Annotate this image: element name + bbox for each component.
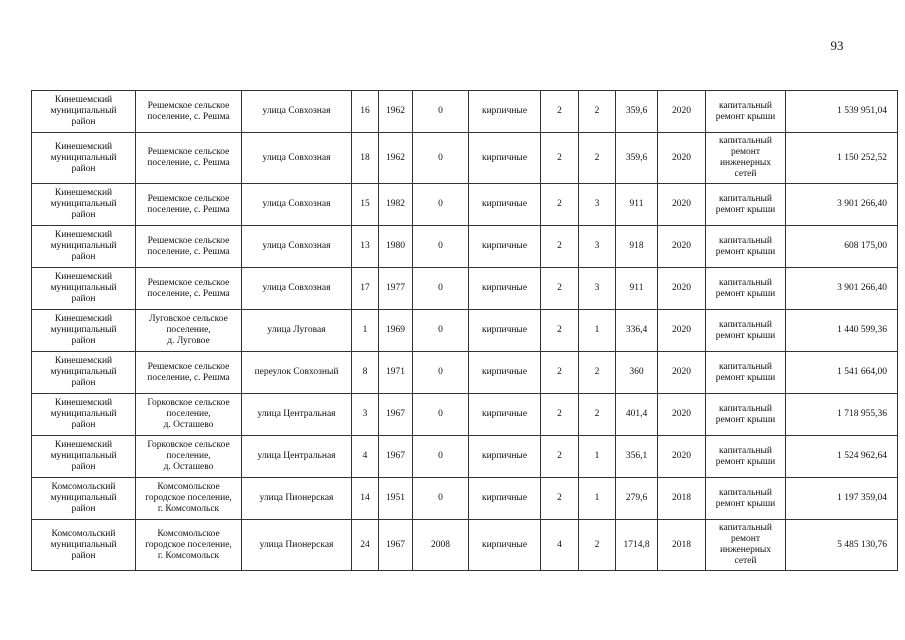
cell-wall-material: кирпичные bbox=[469, 436, 541, 478]
cell-renovation-year: 0 bbox=[413, 184, 469, 226]
cell-repair-type: капитальный ремонт крыши bbox=[706, 478, 786, 520]
cell-build-year: 1962 bbox=[379, 91, 413, 133]
cell-street: улица Совхозная bbox=[242, 184, 352, 226]
cell-wall-material: кирпичные bbox=[469, 352, 541, 394]
cell-municipal-district: Кинешемский муниципальный район bbox=[32, 436, 136, 478]
cell-municipal-district: Кинешемский муниципальный район bbox=[32, 268, 136, 310]
cell-repair-cost: 1 524 962,64 bbox=[786, 436, 898, 478]
cell-renovation-year: 0 bbox=[413, 394, 469, 436]
cell-wall-material: кирпичные bbox=[469, 520, 541, 571]
cell-house-number: 24 bbox=[352, 520, 379, 571]
cell-wall-material: кирпичные bbox=[469, 91, 541, 133]
cell-settlement: Луговское сельское поселение, д. Луговое bbox=[136, 310, 242, 352]
cell-settlement: Решемское сельское поселение, с. Решма bbox=[136, 352, 242, 394]
cell-wall-material: кирпичные bbox=[469, 268, 541, 310]
cell-renovation-year: 0 bbox=[413, 91, 469, 133]
cell-area: 359,6 bbox=[616, 133, 658, 184]
cell-repair-year: 2018 bbox=[658, 520, 706, 571]
cell-wall-material: кирпичные bbox=[469, 310, 541, 352]
cell-repair-type: капитальный ремонт крыши bbox=[706, 226, 786, 268]
table-row bbox=[32, 352, 898, 394]
cell-build-year: 1967 bbox=[379, 394, 413, 436]
cell-repair-cost: 3 901 266,40 bbox=[786, 268, 898, 310]
cell-area: 356,1 bbox=[616, 436, 658, 478]
cell-build-year: 1971 bbox=[379, 352, 413, 394]
cell-renovation-year: 0 bbox=[413, 478, 469, 520]
cell-build-year: 1969 bbox=[379, 310, 413, 352]
cell-wall-material: кирпичные bbox=[469, 478, 541, 520]
cell-house-number: 3 bbox=[352, 394, 379, 436]
cell-street: улица Совхозная bbox=[242, 91, 352, 133]
cell-repair-type: капитальный ремонт крыши bbox=[706, 184, 786, 226]
cell-municipal-district: Комсомольский муниципальный район bbox=[32, 478, 136, 520]
cell-area: 918 bbox=[616, 226, 658, 268]
cell-wall-material: кирпичные bbox=[469, 133, 541, 184]
cell-street: улица Центральная bbox=[242, 394, 352, 436]
cell-municipal-district: Кинешемский муниципальный район bbox=[32, 352, 136, 394]
cell-house-number: 14 bbox=[352, 478, 379, 520]
cell-repair-year: 2020 bbox=[658, 436, 706, 478]
cell-street: улица Совхозная bbox=[242, 226, 352, 268]
cell-floors: 2 bbox=[541, 436, 579, 478]
cell-area: 911 bbox=[616, 268, 658, 310]
cell-street: переулок Совхозный bbox=[242, 352, 352, 394]
housing-repair-table bbox=[31, 90, 898, 571]
cell-wall-material: кирпичные bbox=[469, 226, 541, 268]
cell-repair-cost: 1 150 252,52 bbox=[786, 133, 898, 184]
cell-repair-type: капитальный ремонт крыши bbox=[706, 268, 786, 310]
cell-house-number: 15 bbox=[352, 184, 379, 226]
cell-floors: 2 bbox=[541, 184, 579, 226]
cell-area: 911 bbox=[616, 184, 658, 226]
cell-repair-year: 2020 bbox=[658, 133, 706, 184]
cell-settlement: Решемское сельское поселение, с. Решма bbox=[136, 226, 242, 268]
cell-renovation-year: 0 bbox=[413, 133, 469, 184]
cell-floors: 2 bbox=[541, 310, 579, 352]
cell-municipal-district: Кинешемский муниципальный район bbox=[32, 184, 136, 226]
cell-repair-cost: 3 901 266,40 bbox=[786, 184, 898, 226]
table-row bbox=[32, 226, 898, 268]
cell-settlement: Горковское сельское поселение, д. Осташево bbox=[136, 436, 242, 478]
table-row bbox=[32, 394, 898, 436]
cell-repair-cost: 1 197 359,04 bbox=[786, 478, 898, 520]
cell-floors: 2 bbox=[541, 352, 579, 394]
cell-build-year: 1967 bbox=[379, 520, 413, 571]
table-body bbox=[32, 91, 898, 571]
cell-entrances: 2 bbox=[579, 394, 616, 436]
cell-repair-cost: 1 541 664,00 bbox=[786, 352, 898, 394]
cell-repair-cost: 1 718 955,36 bbox=[786, 394, 898, 436]
cell-repair-year: 2018 bbox=[658, 478, 706, 520]
table-row bbox=[32, 133, 898, 184]
cell-municipal-district: Кинешемский муниципальный район bbox=[32, 133, 136, 184]
cell-settlement: Комсомольское городское поселение, г. Комсомольск bbox=[136, 520, 242, 571]
cell-repair-type: капитальный ремонт инженерных сетей bbox=[706, 133, 786, 184]
cell-area: 359,6 bbox=[616, 91, 658, 133]
cell-repair-type: капитальный ремонт крыши bbox=[706, 91, 786, 133]
cell-area: 1714,8 bbox=[616, 520, 658, 571]
cell-street: улица Пионерская bbox=[242, 478, 352, 520]
cell-build-year: 1962 bbox=[379, 133, 413, 184]
table-row bbox=[32, 268, 898, 310]
cell-renovation-year: 0 bbox=[413, 268, 469, 310]
cell-renovation-year: 2008 bbox=[413, 520, 469, 571]
cell-entrances: 3 bbox=[579, 184, 616, 226]
cell-build-year: 1982 bbox=[379, 184, 413, 226]
table-row bbox=[32, 184, 898, 226]
cell-entrances: 3 bbox=[579, 268, 616, 310]
cell-settlement: Решемское сельское поселение, с. Решма bbox=[136, 133, 242, 184]
cell-municipal-district: Кинешемский муниципальный район bbox=[32, 226, 136, 268]
cell-repair-type: капитальный ремонт крыши bbox=[706, 310, 786, 352]
cell-house-number: 4 bbox=[352, 436, 379, 478]
cell-floors: 2 bbox=[541, 478, 579, 520]
table-row bbox=[32, 520, 898, 571]
table-row bbox=[32, 91, 898, 133]
cell-repair-year: 2020 bbox=[658, 91, 706, 133]
cell-municipal-district: Комсомольский муниципальный район bbox=[32, 520, 136, 571]
cell-municipal-district: Кинешемский муниципальный район bbox=[32, 310, 136, 352]
cell-repair-cost: 1 539 951,04 bbox=[786, 91, 898, 133]
cell-floors: 2 bbox=[541, 91, 579, 133]
cell-renovation-year: 0 bbox=[413, 352, 469, 394]
cell-house-number: 13 bbox=[352, 226, 379, 268]
cell-repair-year: 2020 bbox=[658, 310, 706, 352]
cell-floors: 2 bbox=[541, 133, 579, 184]
cell-repair-year: 2020 bbox=[658, 184, 706, 226]
cell-floors: 4 bbox=[541, 520, 579, 571]
cell-area: 336,4 bbox=[616, 310, 658, 352]
cell-area: 401,4 bbox=[616, 394, 658, 436]
page-number: 93 bbox=[830, 38, 844, 53]
cell-repair-type: капитальный ремонт инженерных сетей bbox=[706, 520, 786, 571]
cell-repair-year: 2020 bbox=[658, 268, 706, 310]
table-row bbox=[32, 478, 898, 520]
cell-wall-material: кирпичные bbox=[469, 184, 541, 226]
cell-build-year: 1951 bbox=[379, 478, 413, 520]
cell-renovation-year: 0 bbox=[413, 310, 469, 352]
cell-repair-cost: 608 175,00 bbox=[786, 226, 898, 268]
table-row bbox=[32, 436, 898, 478]
cell-municipal-district: Кинешемский муниципальный район bbox=[32, 394, 136, 436]
cell-build-year: 1977 bbox=[379, 268, 413, 310]
cell-repair-type: капитальный ремонт крыши bbox=[706, 352, 786, 394]
cell-repair-year: 2020 bbox=[658, 352, 706, 394]
cell-build-year: 1967 bbox=[379, 436, 413, 478]
cell-entrances: 3 bbox=[579, 226, 616, 268]
cell-entrances: 1 bbox=[579, 436, 616, 478]
cell-renovation-year: 0 bbox=[413, 226, 469, 268]
cell-house-number: 8 bbox=[352, 352, 379, 394]
cell-settlement: Комсомольское городское поселение, г. Комсомольск bbox=[136, 478, 242, 520]
cell-entrances: 2 bbox=[579, 352, 616, 394]
cell-street: улица Совхозная bbox=[242, 268, 352, 310]
cell-municipal-district: Кинешемский муниципальный район bbox=[32, 91, 136, 133]
cell-floors: 2 bbox=[541, 226, 579, 268]
cell-floors: 2 bbox=[541, 268, 579, 310]
cell-entrances: 2 bbox=[579, 133, 616, 184]
cell-house-number: 16 bbox=[352, 91, 379, 133]
cell-street: улица Пионерская bbox=[242, 520, 352, 571]
cell-floors: 2 bbox=[541, 394, 579, 436]
cell-settlement: Решемское сельское поселение, с. Решма bbox=[136, 91, 242, 133]
cell-repair-cost: 5 485 130,76 bbox=[786, 520, 898, 571]
cell-entrances: 2 bbox=[579, 91, 616, 133]
cell-house-number: 17 bbox=[352, 268, 379, 310]
cell-repair-type: капитальный ремонт крыши bbox=[706, 436, 786, 478]
cell-repair-year: 2020 bbox=[658, 394, 706, 436]
cell-entrances: 1 bbox=[579, 478, 616, 520]
cell-street: улица Центральная bbox=[242, 436, 352, 478]
cell-repair-type: капитальный ремонт крыши bbox=[706, 394, 786, 436]
cell-entrances: 1 bbox=[579, 310, 616, 352]
cell-renovation-year: 0 bbox=[413, 436, 469, 478]
cell-house-number: 1 bbox=[352, 310, 379, 352]
cell-settlement: Горковское сельское поселение, д. Осташево bbox=[136, 394, 242, 436]
cell-entrances: 2 bbox=[579, 520, 616, 571]
cell-area: 279,6 bbox=[616, 478, 658, 520]
cell-repair-cost: 1 440 599,36 bbox=[786, 310, 898, 352]
cell-street: улица Совхозная bbox=[242, 133, 352, 184]
cell-build-year: 1980 bbox=[379, 226, 413, 268]
cell-area: 360 bbox=[616, 352, 658, 394]
cell-wall-material: кирпичные bbox=[469, 394, 541, 436]
cell-repair-year: 2020 bbox=[658, 226, 706, 268]
cell-settlement: Решемское сельское поселение, с. Решма bbox=[136, 184, 242, 226]
cell-house-number: 18 bbox=[352, 133, 379, 184]
table-row bbox=[32, 310, 898, 352]
cell-street: улица Луговая bbox=[242, 310, 352, 352]
cell-settlement: Решемское сельское поселение, с. Решма bbox=[136, 268, 242, 310]
